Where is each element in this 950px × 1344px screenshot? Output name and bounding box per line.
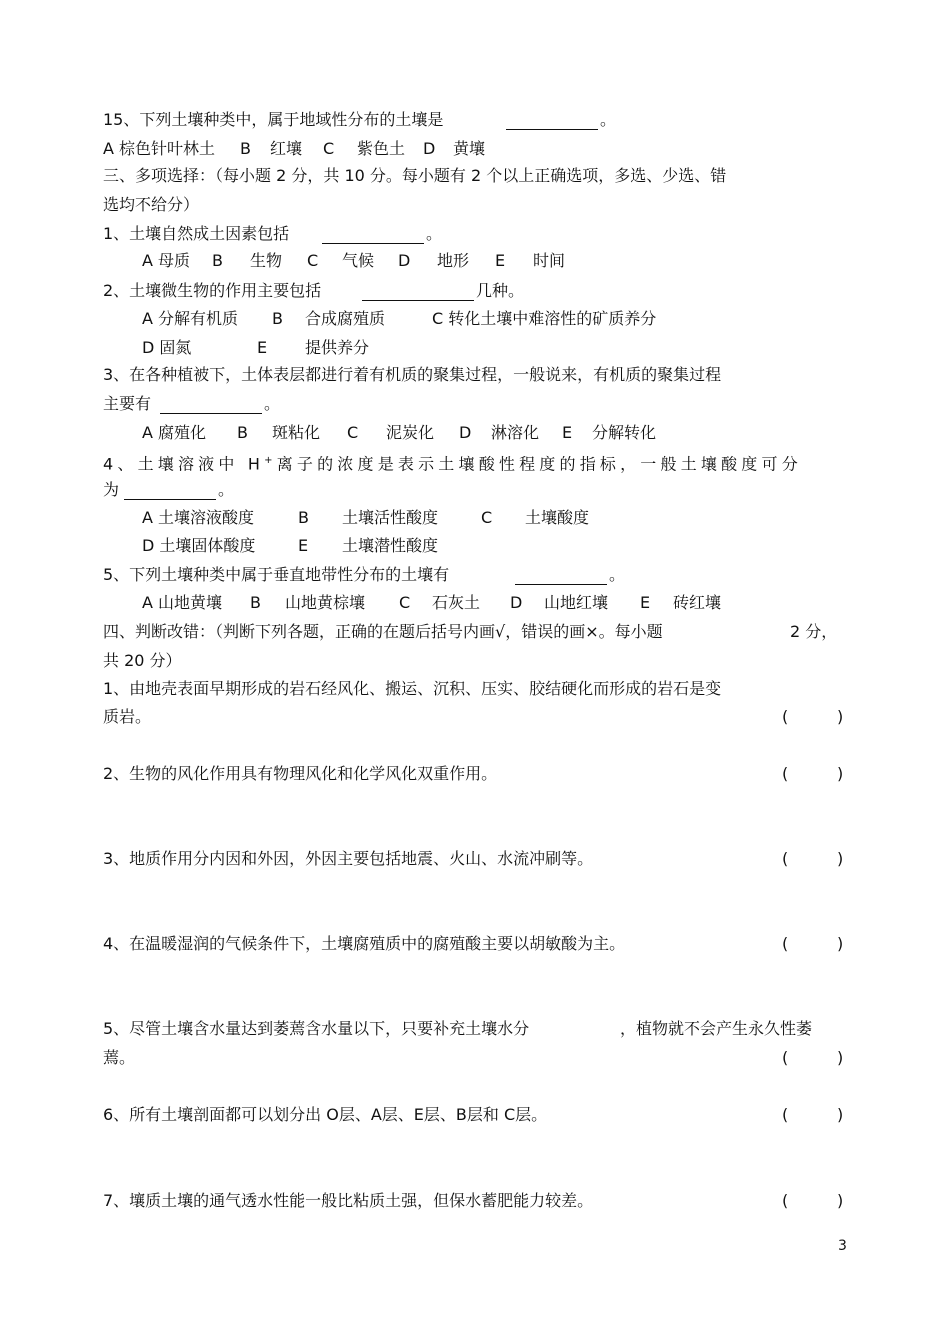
m2-blank: [362, 283, 474, 301]
q15-blank: [506, 112, 598, 130]
m4-blank: [124, 482, 216, 500]
tf-1-paren-open: (: [782, 707, 789, 726]
m5-blank: [515, 567, 607, 585]
q15-stem: 15、下列土壤种类中，属于地域性分布的土壤是: [103, 110, 444, 129]
m3-blank: [160, 396, 262, 414]
page-number: 3: [838, 1238, 847, 1254]
m1-blank: [322, 226, 424, 244]
tf-1-paren-close: ): [837, 707, 844, 726]
